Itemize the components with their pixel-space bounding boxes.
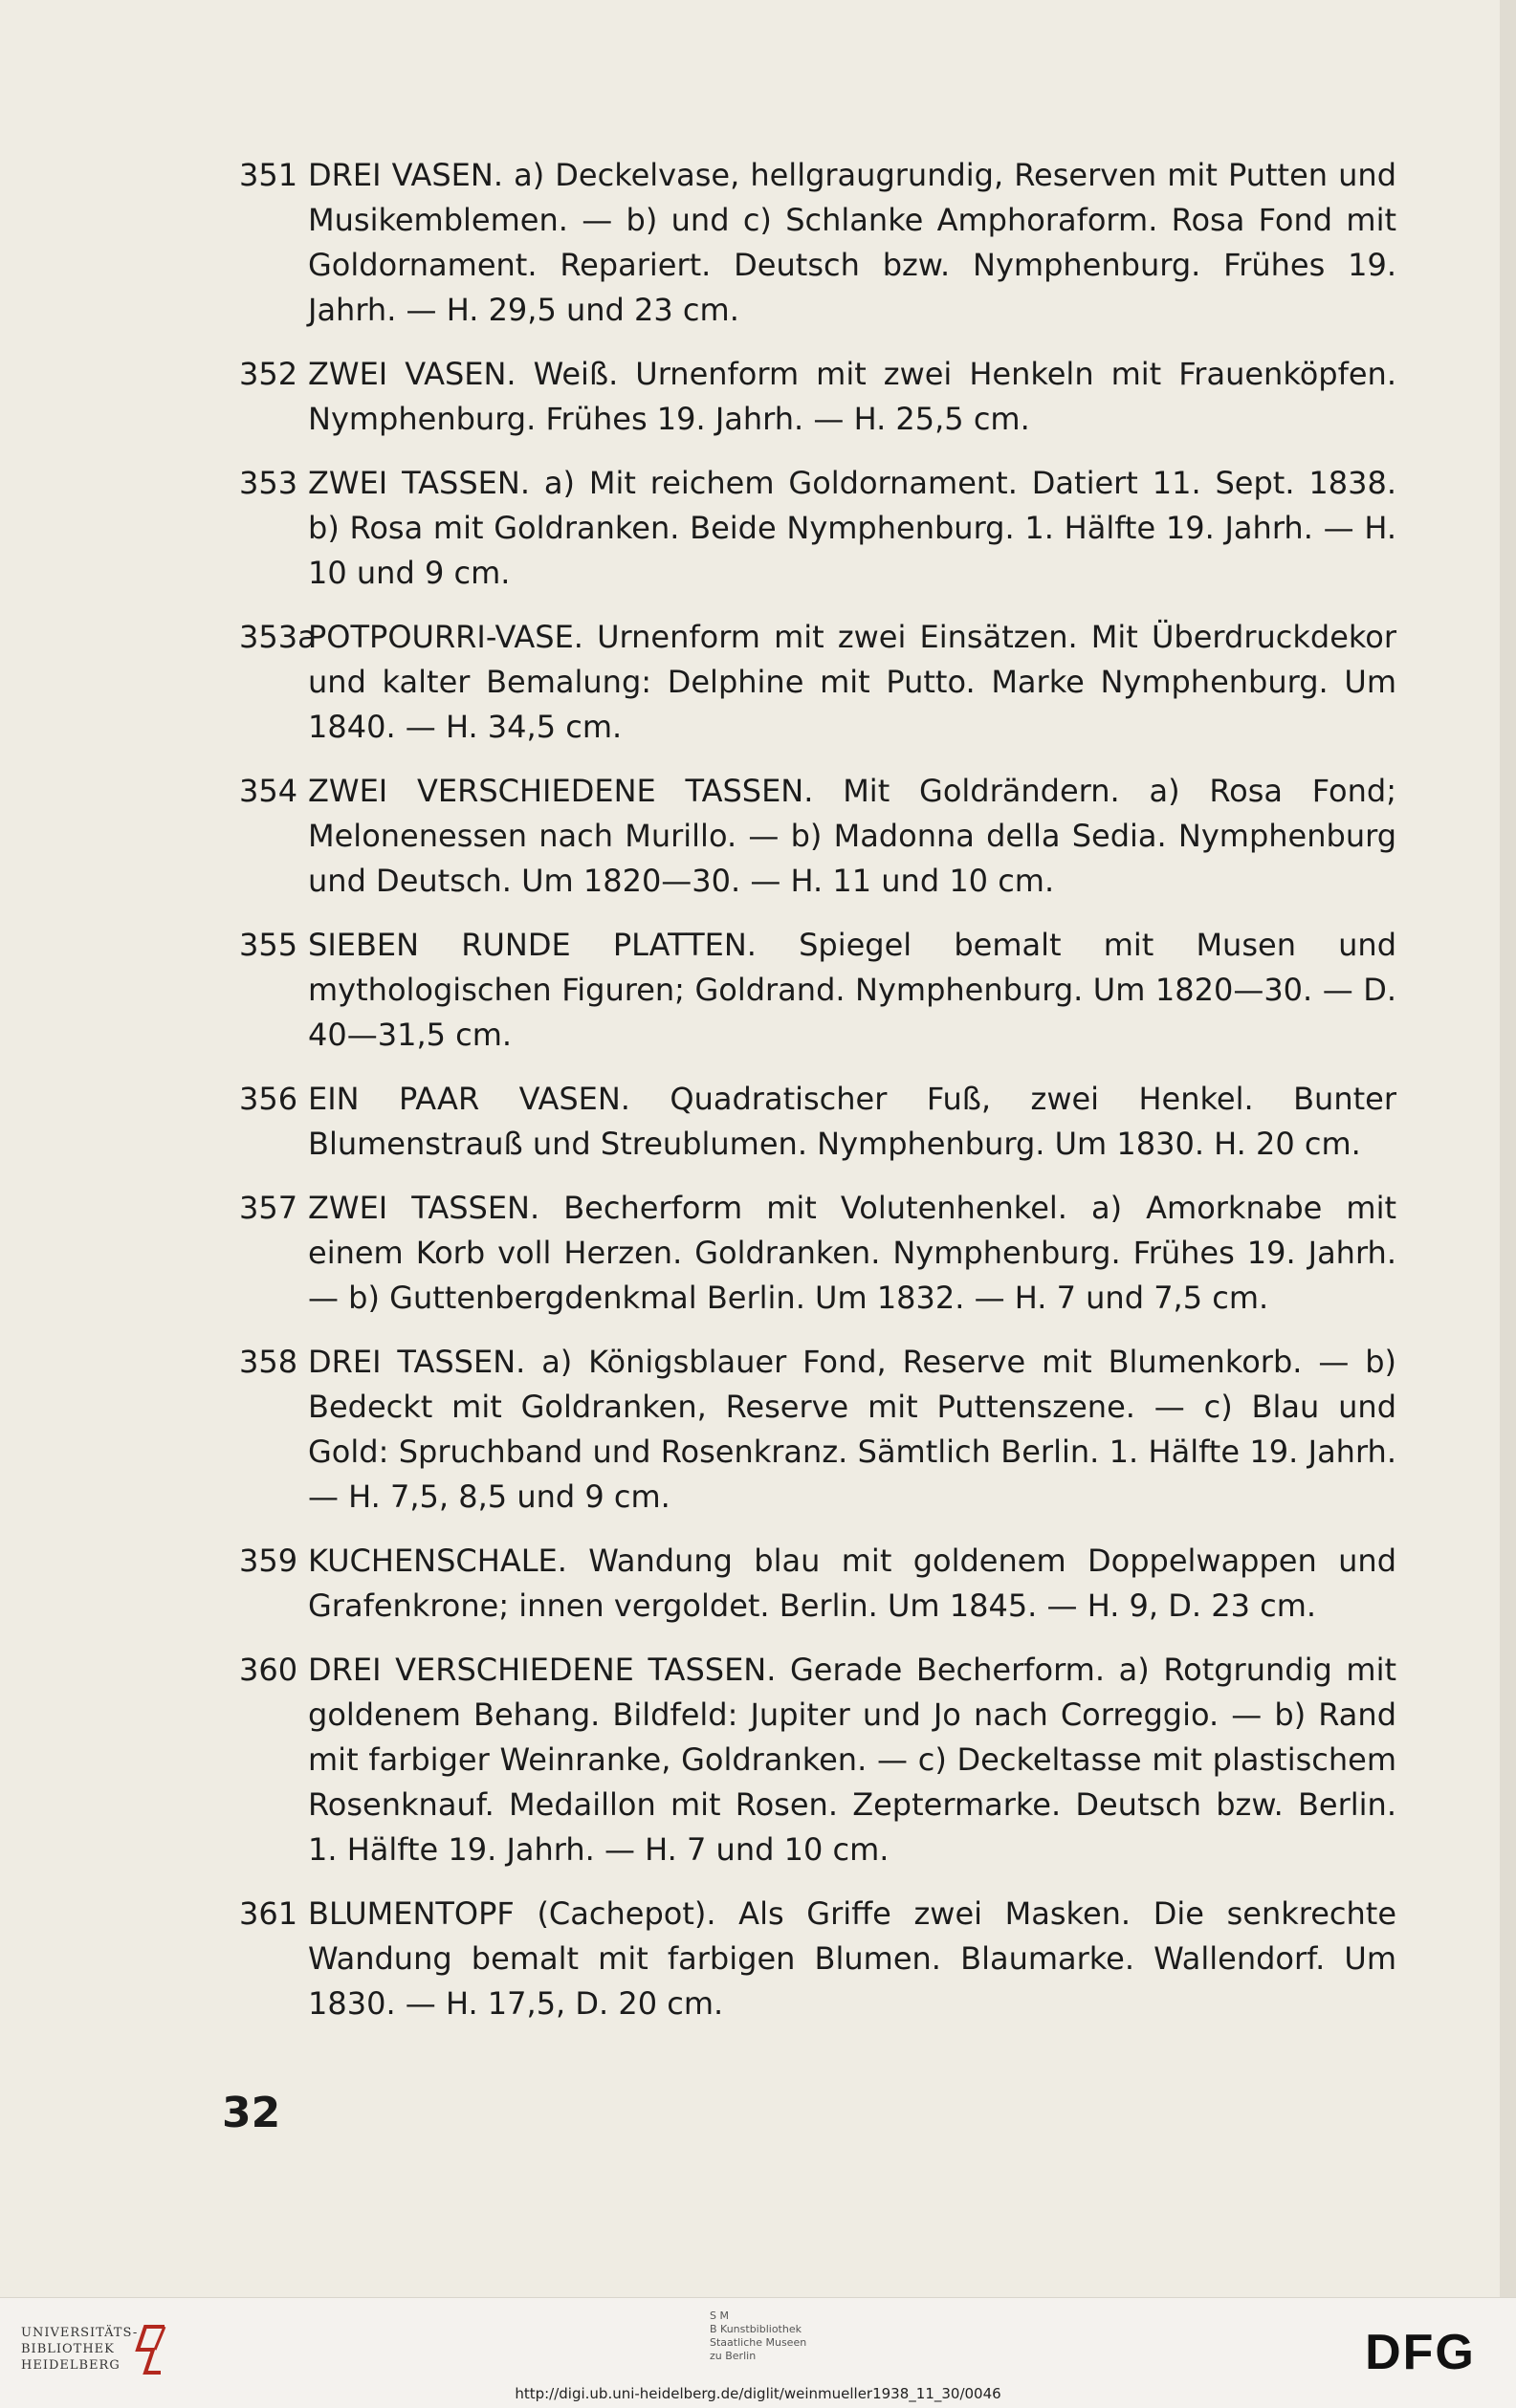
entry-number: 360 [239, 1652, 298, 1688]
page-number: 32 [222, 2089, 281, 2137]
entry-text: DREI TASSEN. a) Königsblauer Fond, Reserve mit Blumenkorb. — b) Bedeckt mit Goldranken, Reserve mit Puttenszene. — c) Blau und Gold: Spruchband und Rosenkranz. Sämtlich Berlin. 1. Hälfte 19. Jahrh. — H. 7,5, 8,5 und 9 cm. [308, 1344, 1396, 1515]
catalogue-entry-361 [239, 1892, 1396, 2026]
entry-text: ZWEI TASSEN. a) Mit reichem Goldornament. Datiert 11. Sept. 1838. b) Rosa mit Goldranken. Beide Nymphenburg. 1. Hälfte 19. Jahrh. — H. 10 und 9 cm. [308, 465, 1396, 591]
catalogue-entry-357 [239, 1186, 1396, 1321]
entry-number: 354 [239, 773, 298, 809]
library-stamp [710, 2309, 806, 2363]
entry-number: 353 [239, 465, 298, 501]
entry-number: 356 [239, 1081, 298, 1117]
university-logo-icon [132, 2321, 178, 2378]
entry-text: EIN PAAR VASEN. Quadratischer Fuß, zwei Henkel. Bunter Blumenstrauß und Streublumen. Nymphenburg. Um 1830. H. 20 cm. [308, 1081, 1396, 1162]
entry-number: 352 [239, 356, 298, 392]
entry-text: ZWEI TASSEN. Becherform mit Volutenhenkel. a) Amorknabe mit einem Korb voll Herzen. Goldranken. Nymphenburg. Frühes 19. Jahrh. — b) Guttenbergdenkmal Berlin. Um 1832. — H. 7 und 7,5 cm. [308, 1190, 1396, 1316]
entry-number: 358 [239, 1344, 298, 1380]
entry-text: ZWEI VASEN. Weiß. Urnenform mit zwei Henkeln mit Frauenköpfen. Nymphenburg. Frühes 19. Jahrh. — H. 25,5 cm. [308, 356, 1396, 437]
entry-text: KUCHENSCHALE. Wandung blau mit goldenem Doppelwappen und Grafenkrone; innen vergoldet. Berlin. Um 1845. — H. 9, D. 23 cm. [308, 1543, 1396, 1624]
entry-number: 359 [239, 1543, 298, 1579]
stamp-line: Staatliche Museen [710, 2336, 807, 2349]
catalogue-entry-351 [239, 153, 1396, 333]
entry-number: 361 [239, 1895, 298, 1932]
catalogue-entry-352 [239, 352, 1396, 442]
university-line: BIBLIOTHEK [21, 2342, 115, 2356]
university-line: UNIVERSITÄTS- [21, 2326, 139, 2340]
digitization-footer [0, 2297, 1516, 2408]
university-library-name [21, 2325, 138, 2374]
entry-text: ZWEI VERSCHIEDENE TASSEN. Mit Goldrändern. a) Rosa Fond; Melonenessen nach Murillo. — b) Madonna della Sedia. Nymphenburg und Deutsch. Um 1820—30. — H. 11 und 10 cm. [308, 773, 1396, 899]
catalogue-entry-354 [239, 769, 1396, 904]
entry-text: POTPOURRI-VASE. Urnenform mit zwei Einsätzen. Mit Überdruckdekor und kalter Bemalung: Delphine mit Putto. Marke Nymphenburg. Um 1840. — H. 34,5 cm. [308, 619, 1396, 745]
catalogue-entry-356 [239, 1077, 1396, 1167]
entry-number: 357 [239, 1190, 298, 1226]
catalogue-entry-353a [239, 615, 1396, 750]
catalogue-entry-359 [239, 1539, 1396, 1629]
entry-text: DREI VERSCHIEDENE TASSEN. Gerade Becherform. a) Rotgrundig mit goldenem Behang. Bildfeld: Jupiter und Jo nach Correggio. — b) Rand mit farbiger Weinranke, Goldranken. — c) Deckeltasse mit plastischem Rosenknauf. Medaillon mit Rosen. Zeptermarke. Deutsch bzw. Berlin. 1. Hälfte 19. Jahrh. — H. 7 und 10 cm. [308, 1652, 1396, 1868]
entry-number: 351 [239, 157, 298, 193]
entry-text: BLUMENTOPF (Cachepot). Als Griffe zwei Masken. Die senkrechte Wandung bemalt mit farbigen Blumen. Blaumarke. Wallendorf. Um 1830. — H. 17,5, D. 20 cm. [308, 1895, 1396, 2022]
catalogue-entry-353 [239, 461, 1396, 596]
catalogue-entry-355 [239, 923, 1396, 1058]
entry-number: 355 [239, 927, 298, 963]
stamp-line: S M [710, 2309, 729, 2322]
catalogue-entry-358 [239, 1340, 1396, 1520]
entry-text: SIEBEN RUNDE PLATTEN. Spiegel bemalt mit Musen und mythologischen Figuren; Goldrand. Nymphenburg. Um 1820—30. — D. 40—31,5 cm. [308, 927, 1396, 1053]
stamp-line: B Kunstbibliothek [710, 2323, 802, 2335]
entry-text: DREI VASEN. a) Deckelvase, hellgraugrundig, Reserven mit Putten und Musikemblemen. — b) und c) Schlanke Amphoraform. Rosa Fond mit Goldornament. Repariert. Deutsch bzw. Nymphenburg. Frühes 19. Jahrh. — H. 29,5 und 23 cm. [308, 157, 1396, 328]
catalogue-entry-360 [239, 1648, 1396, 1872]
dfg-logo-text: DFG [1365, 2327, 1476, 2375]
catalogue-entries [239, 153, 1396, 2046]
scan-edge [1500, 0, 1516, 2297]
dfg-logo-icon [1349, 2327, 1492, 2375]
permalink-url[interactable]: http://digi.ub.uni-heidelberg.de/diglit/weinmueller1938_11_30/0046 [515, 2385, 1001, 2402]
entry-number: 353a [239, 619, 317, 655]
stamp-line: zu Berlin [710, 2350, 757, 2362]
university-line: HEIDELBERG [21, 2358, 121, 2373]
